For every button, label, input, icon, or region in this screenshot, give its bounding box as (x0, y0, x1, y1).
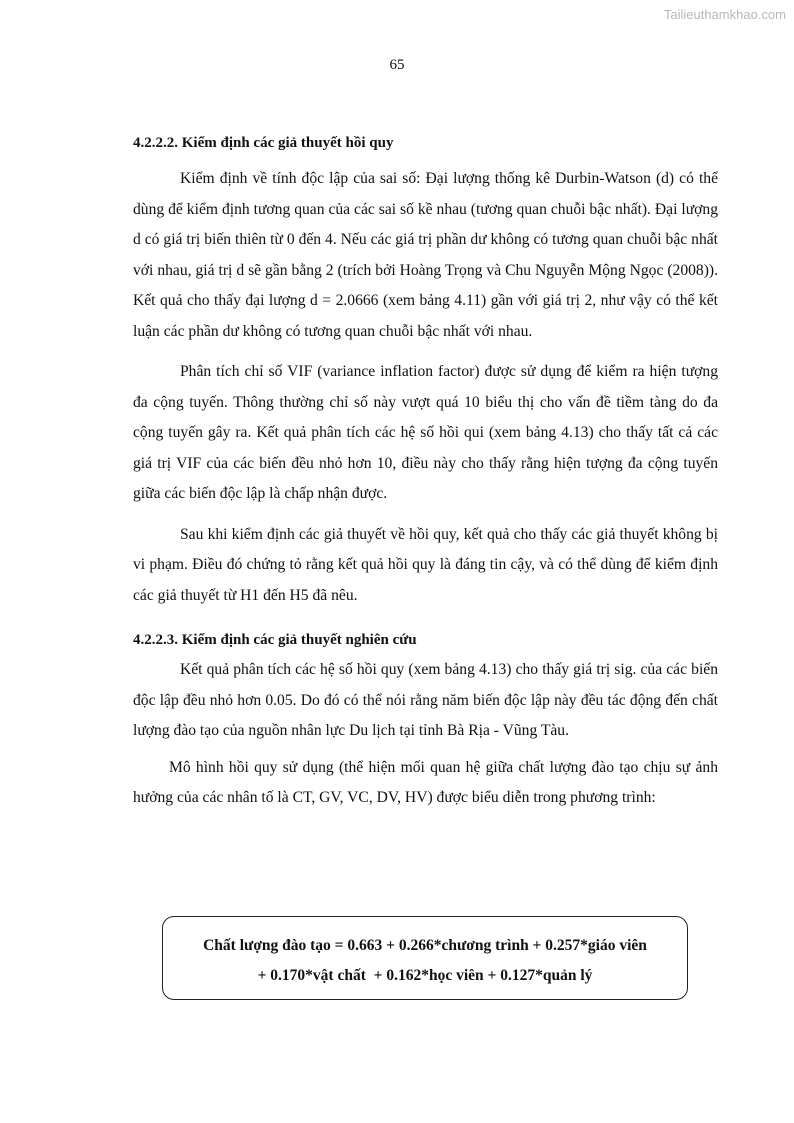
equation-line-2: + 0.170*vật chất + 0.162*học viên + 0.127*quản lý (257, 967, 593, 984)
paragraph-model-intro: Mô hình hồi quy sử dụng (thể hiện mối quan hệ giữa chất lượng đào tạo chịu sự ảnh hưởng của các nhân tố là CT, GV, VC, DV, HV) được biểu diễn trong phương trình: (133, 758, 718, 806)
equation-line-1: Chất lượng đào tạo = 0.663 + 0.266*chương trình + 0.257*giáo viên (203, 937, 647, 954)
paragraph-sig-results: Kết quả phân tích các hệ số hồi quy (xem bảng 4.13) cho thấy giá trị sig. của các biến độc lập đều nhỏ hơn 0.05. Do đó có thể nói rằng năm biến độc lập này đều tác động đến chất lượng đào tạo của nguồn nhân lực Du lịch tại tỉnh Bà Rịa - Vũng Tàu. (133, 661, 718, 739)
page-number: 65 (389, 57, 405, 73)
paragraph-durbin-watson: Kiểm định về tính độc lập của sai số: Đại lượng thống kê Durbin-Watson (d) có thể dùng để kiểm định tương quan của các sai số kề nhau (tương quan chuỗi bậc nhất). Đại lượng d có giá trị biến thiên từ 0 đến 4. Nếu các giá trị phần dư không có tương quan chuỗi bậc nhất với nhau, giá trị d sẽ gần bằng 2 (trích bởi Hoàng Trọng và Chu Nguyễn Mộng Ngọc (2008)). Kết quả cho thấy đại lượng d = 2.0666 (xem bảng 4.11) gần với giá trị 2, như vậy có thể kết luận các phần dư không có tương quan chuỗi bậc nhất với nhau. (133, 170, 718, 340)
paragraph-conclusion: Sau khi kiểm định các giả thuyết về hồi quy, kết quả cho thấy các giả thuyết không bị vi phạm. Điều đó chứng tỏ rằng kết quả hồi quy là đáng tin cậy, và có thể dùng để kiểm định các giả thuyết từ H1 đến H5 đã nêu. (133, 525, 718, 604)
section-heading-4-2-2-2: 4.2.2.2. Kiểm định các giả thuyết hồi quy (133, 135, 394, 151)
paragraph-vif: Phân tích chỉ số VIF (variance inflation factor) được sử dụng để kiểm ra hiện tượng đa cộng tuyến. Thông thường chỉ số này vượt quá 10 biểu thị cho vấn đề tiềm tàng do đa cộng tuyến gây ra. Kết quả phân tích các hệ số hồi qui (xem bảng 4.13) cho thấy tất cả các giá trị VIF của các biến đều nhỏ hơn 10, điều này cho thấy rằng hiện tượng đa cộng tuyến giữa các biến độc lập là chấp nhận được. (133, 363, 718, 502)
watermark: Tailieuthamkhao.com (663, 7, 786, 22)
document-body (133, 128, 718, 814)
regression-equation-box (162, 916, 688, 1000)
section-heading-4-2-2-3: 4.2.2.3. Kiểm định các giả thuyết nghiên cứu (133, 632, 417, 648)
